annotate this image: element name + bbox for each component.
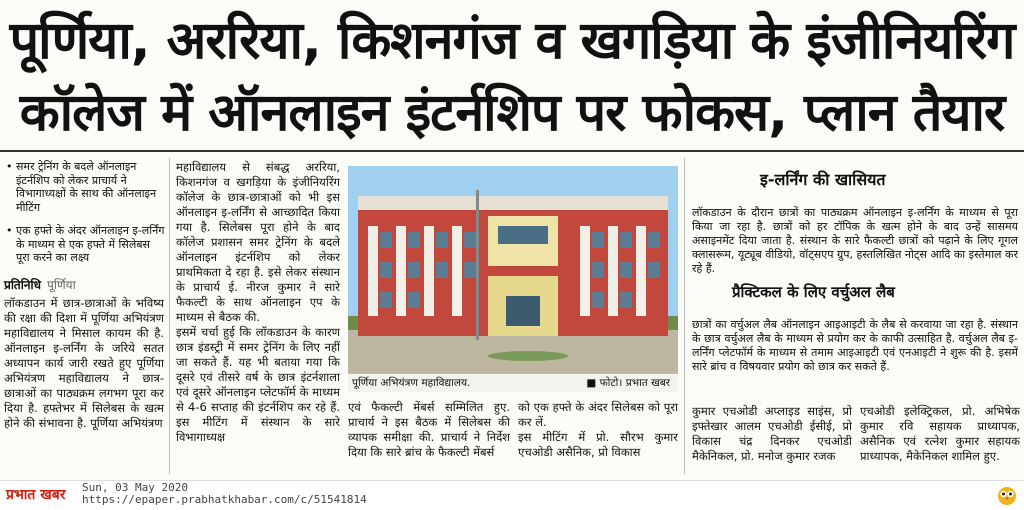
article-column-5: कुमार एचओडी अप्लाइड साइंस, प्रो इफ्तेखार आलम एचओडी ईसीई, प्रो विकास चंद्र दिनकर एचओडी मैकेनिकल, प्रो. मनोज कुमार रजक — [692, 404, 852, 463]
box-heading: इ-लर्निंग की खासियत — [760, 170, 886, 189]
column-divider — [684, 158, 685, 474]
headline-line-2: कॉलेज में ऑनलाइन इंटर्नशिप पर फोकस, प्लान तैयार — [19, 83, 1005, 143]
highlight-item: • समर ट्रेनिंग के बदले ऑनलाइन इंटर्नशिप को लेकर प्राचार्य ने विभागाध्यक्षों के साथ की ऑनलाइन मीटिंग — [6, 160, 157, 214]
photo-caption-text: पूर्णिया अभियंत्रण महाविद्यालय. — [352, 377, 471, 389]
photo-caption — [348, 375, 678, 392]
byline-place: पूर्णिया — [47, 278, 76, 292]
article-column-3: एवं फैकल्टी मेंबर्स सम्मिलित हुए. प्राचार्य ने इस बैठक में सिलेबस की व्यापक समीक्षा की. प्राचार्य ने निर्देश दिया कि सारे ब्रांच के फैकल्टी मेंबर्स — [348, 400, 510, 459]
article-column-2: महाविद्यालय से संबद्ध अररिया, किशनगंज व खगड़िया के इंजीनियरिंग कॉलेज के छात्र-छात्राओं को भी इस ऑनलाइन इ-लर्निंग से आच्छादित किया गया है. सिलेबस पूरा होने के बाद कॉलेज प्रशासन समर ट्रेनिंग के बदले ऑनलाइन इंटर्नशिप को लेकर प्राथमिकता दे रहा है. इसे लेकर संस्थान के प्राचार्य ई. नीरज कुमार ने सारे फैकल्टी के साथ ऑनलाइन एप के माध्यम से बैठक की. इसमें चर्चा हुई कि लॉकडाउन के कारण छात्र इंडस्ट्री में समर ट्रेनिंग के लिए नहीं जा सकते हैं. यह भी बताया गया कि दूसरे एवं तीसरे वर्ष के छात्र इंटर्नशाला एवं दूसरे ऑनलाइन प्लेटफॉर्म के माध्यम से 4-6 सप्ताह की इंटर्नशिप कर रहे हैं. इस मीटिंग में संस्थान के सारे विभागाध्यक्ष — [176, 160, 340, 444]
photo-credit: ■ फोटो। प्रभात खबर — [586, 377, 670, 389]
college-photo — [348, 166, 678, 374]
prabhat-khabar-logo: प्रभात खबर — [6, 487, 66, 503]
headline-line-1: पूर्णिया, अररिया, किशनगंज व खगड़िया के इंजीनियरिंग — [9, 11, 1015, 71]
epaper-date: Sun, 03 May 2020 — [82, 481, 188, 494]
highlight-item: • एक हफ्ते के अंदर ऑनलाइन इ-लर्निंग के माध्यम से एक हफ्ते में सिलेबस पूरा करने का लक्ष्य — [6, 224, 165, 264]
footer-meta — [82, 482, 367, 506]
byline — [4, 276, 76, 293]
byline-label: प्रतिनिधि — [4, 278, 42, 292]
headline — [0, 0, 1024, 150]
article-column-6: एचओडी इलेक्ट्रिकल, प्रो. अभिषेक कुमार रवि सहायक प्राध्यापक, असैनिक एवं रत्नेश कुमार सहायक प्राध्यापक, मैकेनिकल शामिल हुए. — [860, 404, 1020, 463]
epaper-url[interactable]: https://epaper.prabhatkhabar.com/c/51541814 — [82, 493, 367, 506]
article-column-4: को एक हफ्ते के अंदर सिलेबस को पूरा कर लें. इस मीटिंग में प्रो. सौरभ कुमार एचओडी असैनिक, प्रो विकास — [518, 400, 678, 459]
highlights — [6, 160, 166, 275]
box-subheading: प्रैक्टिकल के लिए वर्चुअल लैब — [732, 283, 895, 301]
owl-icon[interactable] — [996, 484, 1018, 506]
headline-rule — [0, 150, 1024, 152]
article-column-1: लॉकडाउन में छात्र-छात्राओं के भविष्य की रक्षा की दिशा में पूर्णिया अभियंत्रण महाविद्यालय ने मिसाल कायम की है. ऑनलाइन इ-लर्निंग के जरिये सतत अध्यापन कार्य जारी रखते हुए पूर्णिया अभियंत्रण महाविद्यालय ने छात्र-छात्राओं का पाठ्यक्रम लगभग पूरा कर दिया है. हफ्तेभर में सिलेबस के खत्म होने की संभावना है. पूर्णिया अभियंत्रण — [4, 296, 164, 430]
box-subtext: छात्रों का वर्चुअल लैब ऑनलाइन आइआइटी के लैब से करवाया जा रहा है. संस्थान के छात्र वर्चुअल लैब के माध्यम से प्रयोग कर के काफी उत्साहित है. वर्चुअल लैब इ- लर्निंग प्लेटफॉर्म के माध्यम से तमाम आइआइटी एवं एनआइटी ने शुरू की है. इसमें सारे ब्रांच व विषयवार प्रयोग को छात्र कर सकते हैं. — [692, 318, 1018, 373]
box-text: लॉकडाउन के दौरान छात्रों का पाठ्यक्रम ऑनलाइन इ-लर्निंग के माध्यम से पूरा किया जा रहा है. छात्रों को हर टॉपिक के खत्म होने के बाद उन्हें सासमय असाइनमेंट दिया जाता है. संस्थान के सारे फैकल्टी छात्रों को पढ़ाने के लिए गूगल क्लासरूम, यूट्यूब वीडियो, वॉट्सएप ग्रुप, हस्तलिखित नोट्स आदि का इस्तेमाल कर रहे हैं. — [692, 206, 1018, 275]
column-divider — [169, 158, 170, 474]
